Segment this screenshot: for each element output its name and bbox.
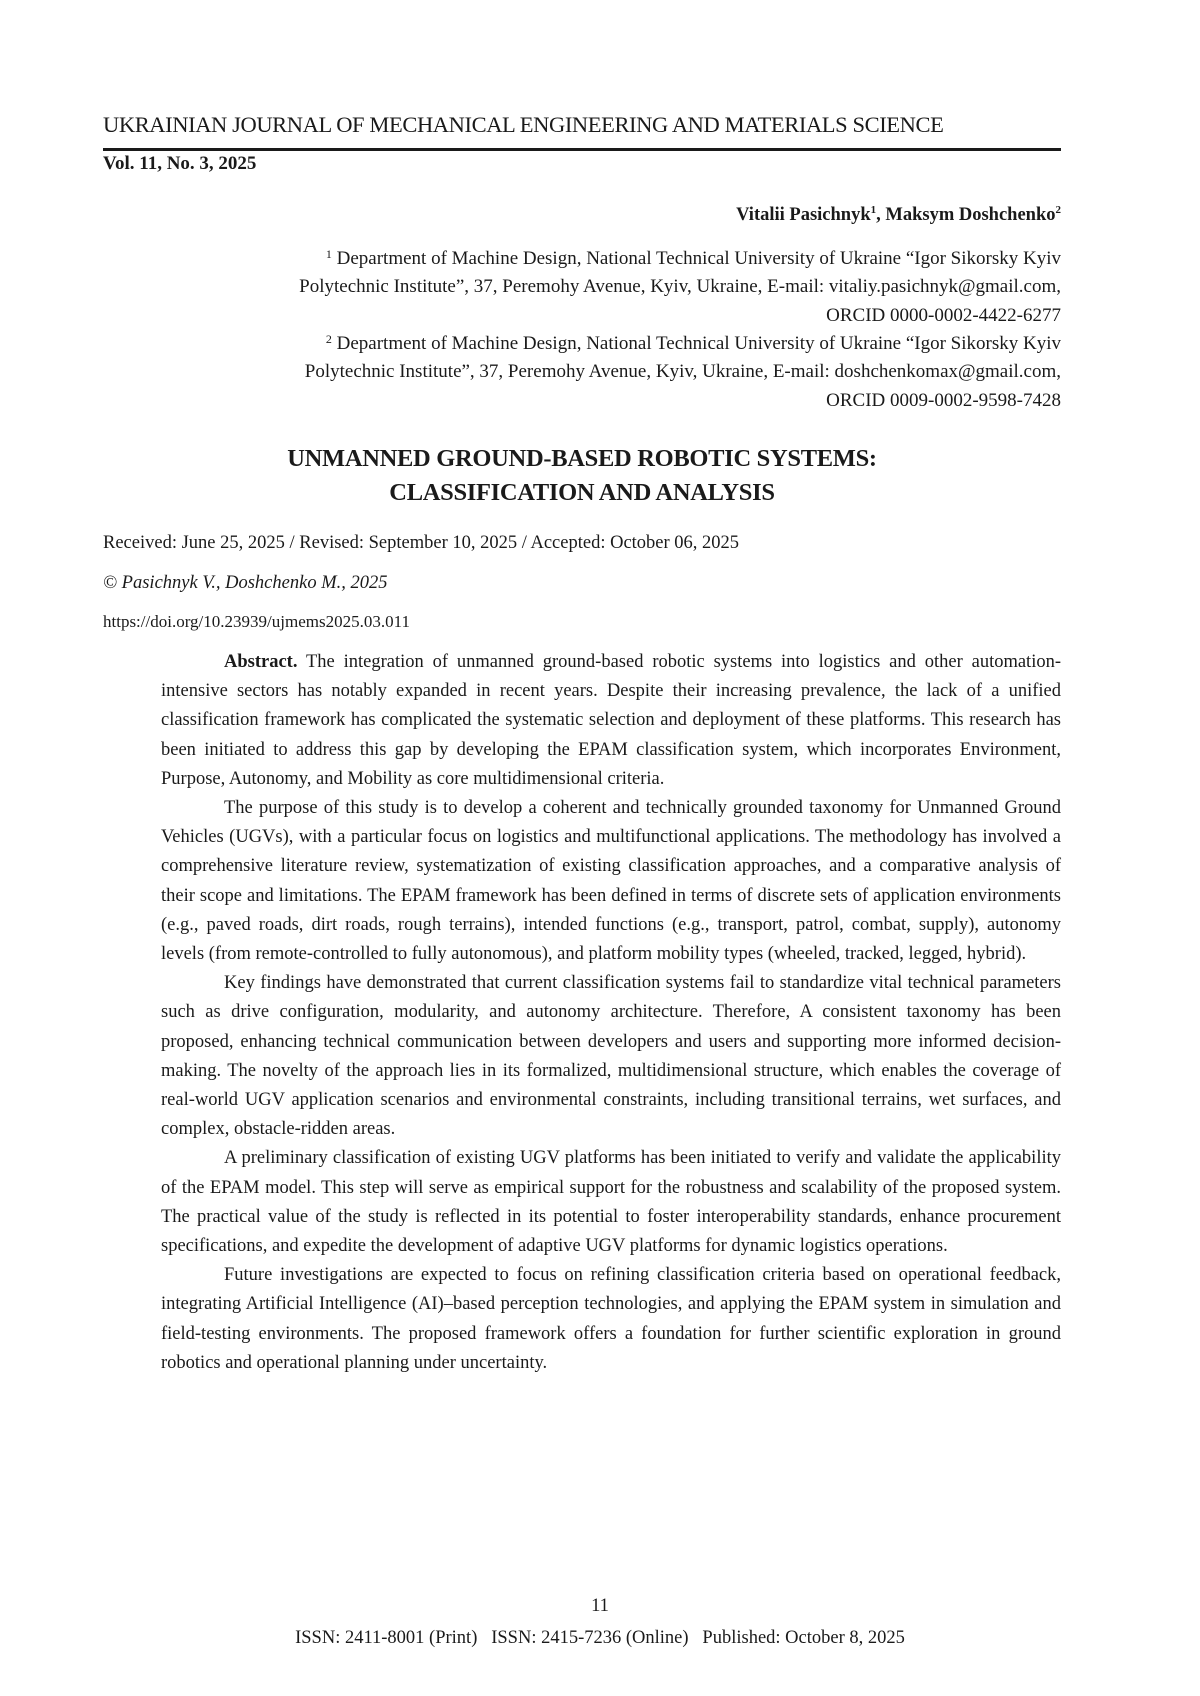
header-rule bbox=[103, 148, 1061, 151]
affiliation-mark: 2 bbox=[325, 332, 332, 346]
affiliation-mark: 1 bbox=[870, 204, 877, 216]
orcid: ORCID 0000-0002-4422-6277 bbox=[826, 304, 1061, 326]
author-name: Vitalii Pasichnyk bbox=[736, 205, 871, 226]
abstract bbox=[161, 648, 1061, 1378]
doi-link[interactable]: https://doi.org/10.23939/ujmems2025.03.011 bbox=[103, 612, 410, 631]
paper-title bbox=[103, 442, 1061, 510]
affiliation-line: Department of Machine Design, National Technical University of Ukraine “Igor Sikorsky Kyiv bbox=[336, 333, 1061, 354]
copyright-notice: © Pasichnyk V., Doshchenko M., 2025 bbox=[103, 573, 388, 593]
volume-info: Vol. 11, No. 3, 2025 bbox=[103, 153, 257, 174]
abstract-paragraph bbox=[161, 648, 1061, 794]
orcid: ORCID 0009-0002-9598-7428 bbox=[826, 389, 1061, 411]
author-name: Maksym Doshchenko bbox=[885, 205, 1056, 226]
title-line: CLASSIFICATION AND ANALYSIS bbox=[389, 479, 775, 506]
affiliation-mark: 2 bbox=[1055, 204, 1061, 216]
abstract-paragraph: The purpose of this study is to develop a coherent and technically grounded taxonomy for Unmanned Ground Vehicles (UGVs), with a particular focus on logistics and multifunctional applications. The methodology has involved a comprehensive literature review, systematization of existing classification approaches, and a comparative analysis of their scope and limitations. The EPAM framework has been defined in terms of discrete sets of application environments (e.g., paved roads, dirt roads, rough terrains), intended functions (e.g., transport, patrol, combat, supply), autonomy levels (from remote-controlled to fully autonomous), and platform mobility types (wheeled, tracked, legged, hybrid). bbox=[161, 798, 1061, 965]
journal-name: UKRAINIAN JOURNAL OF MECHANICAL ENGINEERING AND MATERIALS SCIENCE bbox=[103, 112, 944, 137]
submission-dates: Received: June 25, 2025 / Revised: September 10, 2025 / Accepted: October 06, 2025 bbox=[103, 533, 740, 553]
affiliation-mark: 1 bbox=[325, 247, 332, 261]
affiliation-line: Department of Machine Design, National Technical University of Ukraine “Igor Sikorsky Kyiv bbox=[336, 248, 1061, 269]
abstract-paragraph: A preliminary classification of existing UGV platforms has been initiated to verify and validate the applicability of the EPAM model. This step will serve as empirical support for the robustness and scalability of the proposed system. The practical value of the study is reflected in its potential to foster interoperability standards, enhance procurement specifications, and expedite the development of adaptive UGV platforms for dynamic logistics operations. bbox=[161, 1148, 1061, 1257]
authors bbox=[736, 204, 1061, 226]
abstract-paragraph: Future investigations are expected to focus on refining classification criteria based on operational feedback, integrating Artificial Intelligence (AI)–based perception technologies, and applying the EPAM system in simulation and field-testing environments. The proposed framework offers a foundation for further scientific exploration in ground robotics and operational planning under uncertainty. bbox=[161, 1265, 1061, 1373]
abstract-paragraph: Key findings have demonstrated that current classification systems fail to standardize vital technical parameters such as drive configuration, modularity, and autonomy architecture. Therefore, A consistent taxonomy has been proposed, enhancing technical communication between developers and users and supporting more informed decision-making. The novelty of the approach lies in its formalized, multidimensional structure, which enables the coverage of real-world UGV application scenarios and environmental constraints, including transitional terrains, wet surfaces, and complex, obstacle-ridden areas. bbox=[161, 973, 1061, 1140]
page-number: 11 bbox=[591, 1596, 609, 1616]
affiliation bbox=[161, 240, 1061, 330]
affiliation-line: Polytechnic Institute”, 37, Peremohy Avenue, Kyiv, Ukraine, E-mail: doshchenkomax@gmail.com, bbox=[304, 361, 1061, 383]
title-line: UNMANNED GROUND-BASED ROBOTIC SYSTEMS: bbox=[287, 445, 877, 472]
abstract-text: The integration of unmanned ground-based robotic systems into logistics and other automation-intensive sectors has notably expanded in recent years. Despite their increasing prevalence, the lack of a unified classification framework has complicated the systematic selection and deployment of these platforms. This research has been initiated to address this gap by developing the EPAM classification system, which incorporates Environment, Purpose, Autonomy, and Mobility as core multidimensional criteria. bbox=[161, 652, 1061, 789]
affiliation-line: Polytechnic Institute”, 37, Peremohy Avenue, Kyiv, Ukraine, E-mail: vitaliy.pasichnyk@gmail.com, bbox=[299, 276, 1061, 298]
issn-footer: ISSN: 2411-8001 (Print) ISSN: 2415-7236 (Online) Published: October 8, 2025 bbox=[295, 1628, 905, 1648]
abstract-label: Abstract. bbox=[224, 652, 298, 672]
affiliation bbox=[161, 325, 1061, 415]
author-separator: , bbox=[876, 205, 886, 226]
